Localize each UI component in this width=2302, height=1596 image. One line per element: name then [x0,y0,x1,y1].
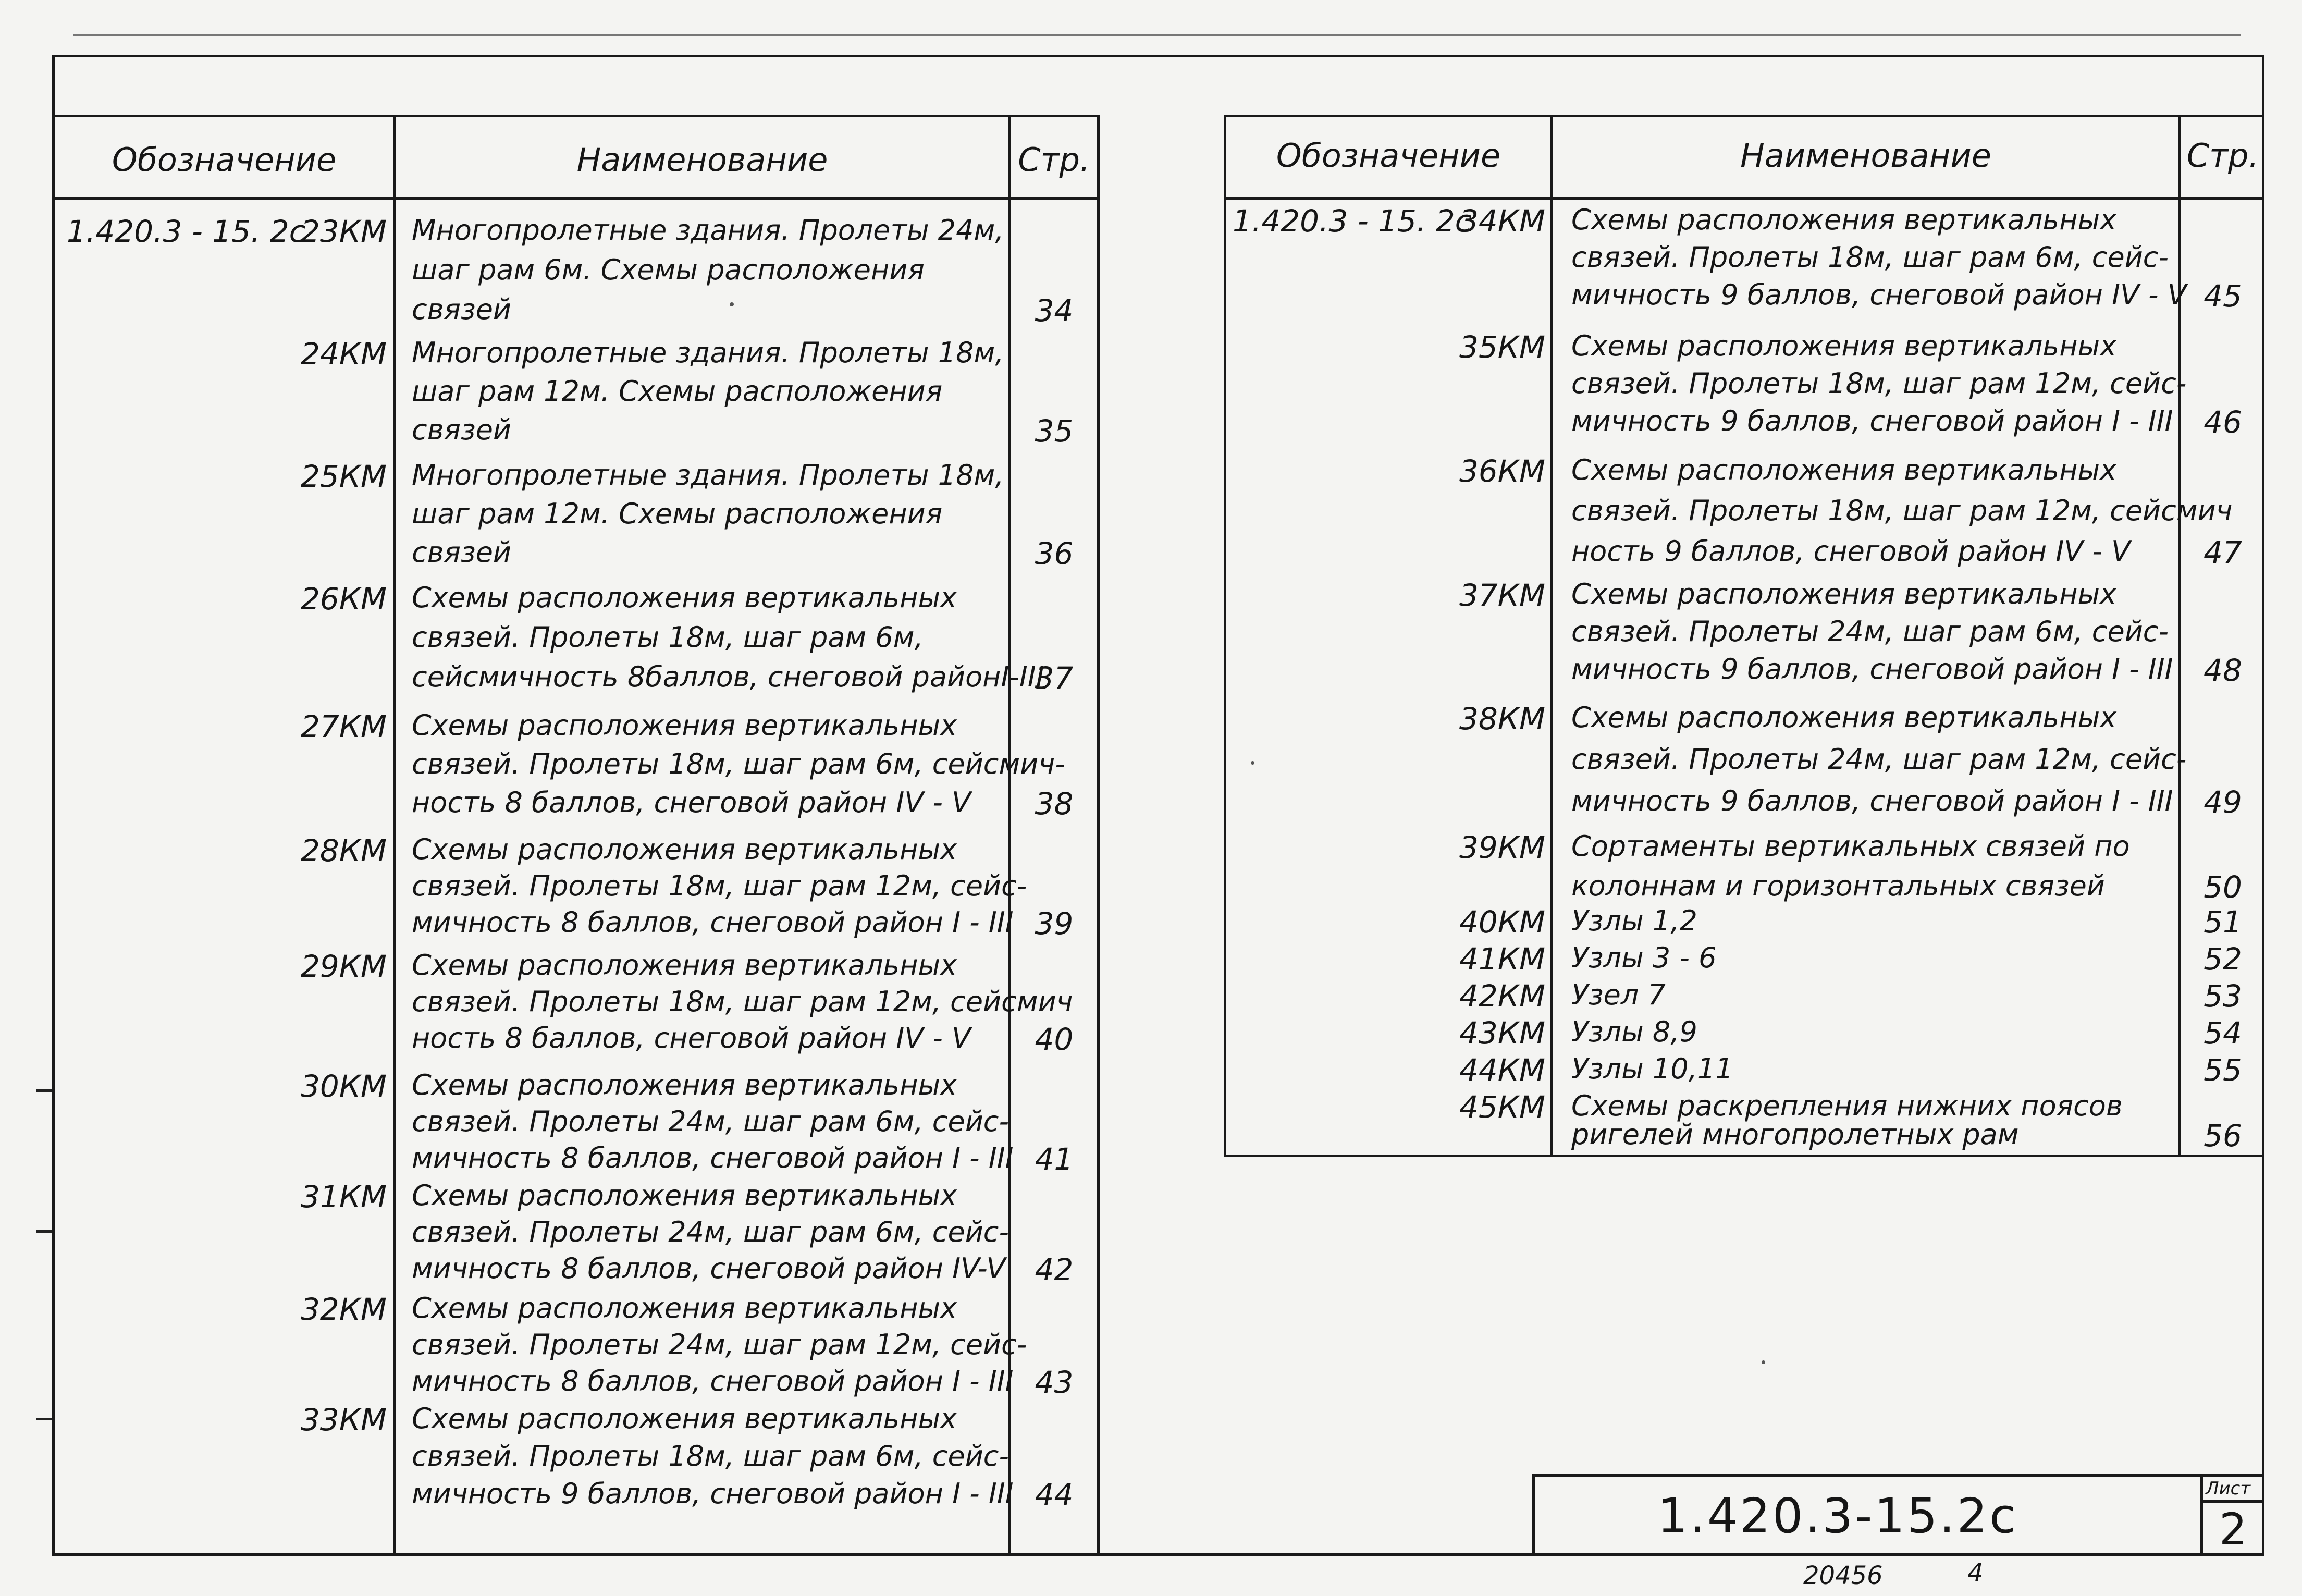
row-code: 37КМ [1459,578,1545,613]
row-page: 35 [1035,413,1074,449]
row-page: 42 [1035,1252,1074,1287]
row-name-line: Схемы раскрепления нижних поясов [1571,1089,2123,1122]
row-code: 38КМ [1459,701,1545,736]
row-name-line: сейсмичность 8баллов, снеговой районI-III [412,660,1044,693]
stamp-sheet-rule [2200,1500,2264,1503]
row-page: 46 [2203,404,2242,440]
scan-speck [1762,1360,1765,1364]
row-page: 38 [1035,786,1074,821]
binding-tick [36,1089,52,1092]
row-page: 45 [2203,278,2242,314]
row-name-line: Схемы расположения вертикальных [412,833,957,866]
scan-speck [730,302,734,306]
row-name-line: Узлы 3 - 6 [1571,941,1717,974]
row-name-line: связей. Пролеты 18м, шаг рам 6м, сейс- [1571,241,2169,274]
row-name-line: шаг рам 6м. Схемы расположения [412,253,925,286]
row-name-line: Многопролетные здания. Пролеты 18м, [412,459,1004,492]
row-page: 52 [2203,941,2242,977]
row-page: 36 [1035,536,1074,571]
left-table-top-rule [52,115,1100,117]
row-name-line: мичность 8 баллов, снеговой район IV-V [412,1252,1006,1285]
left-header-page: Стр. [1018,141,1090,179]
row-name-line: связей. Пролеты 24м, шаг рам 12м, сейс- [1571,743,2187,776]
row-page: 50 [2203,869,2242,905]
row-code: 43КМ [1459,1015,1545,1051]
row-name-line: Схемы расположения вертикальных [412,1179,957,1212]
row-name-line: связей. Пролеты 18м, шаг рам 6м, сейс- [412,1440,1009,1472]
row-name-line: Узел 7 [1571,978,1666,1011]
stamp-left-rule [1532,1474,1535,1556]
row-name-line: Узлы 1,2 [1571,904,1697,937]
row-name-line: мичность 8 баллов, снеговой район I - III [412,1141,1014,1174]
row-code: 31КМ [300,1179,387,1214]
right-table-designation-prefix: 1.420.3 - 15. 2с [1233,203,1472,239]
row-name-line: Схемы расположения вертикальных [412,1292,957,1324]
row-name-line: связей. Пролеты 18м, шаг рам 12м, сейсмич [1571,494,2233,527]
row-name-line: мичность 9 баллов, снеговой район I - III [1571,784,2173,817]
row-code: 26КМ [300,581,387,617]
right-header-page: Стр. [2186,137,2259,175]
row-page: 53 [2203,978,2242,1014]
left-table-designation-prefix: 1.420.3 - 15. 2с [67,214,306,249]
row-name-line: связей [412,413,512,446]
row-page: 48 [2203,653,2242,688]
row-code: 45КМ [1459,1089,1545,1125]
row-name-line: мичность 9 баллов, снеговой район I - III [1571,653,2173,685]
row-page: 56 [2203,1118,2242,1153]
row-name-line: мичность 9 баллов, снеговой район IV - V [1571,278,2187,311]
row-code: 39КМ [1459,830,1545,865]
row-name-line: Схемы расположения вертикальных [412,709,957,742]
right-table-header-rule [1224,197,2264,200]
row-page: 34 [1035,293,1074,328]
row-name-line: Узлы 8,9 [1571,1015,1697,1048]
left-header-designation: Обозначение [112,141,337,179]
row-page: 44 [1035,1477,1074,1513]
row-code: 30КМ [300,1069,387,1104]
row-page: 43 [1035,1365,1074,1400]
right-table-bottom-rule [1224,1155,2264,1157]
stamp-document-code: 1.420.3-15.2с [1657,1488,2018,1544]
row-name-line: связей. Пролеты 24м, шаг рам 12м, сейс- [412,1328,1027,1361]
row-name-line: связей. Пролеты 24м, шаг рам 6м, сейс- [1571,615,2169,648]
row-code: 27КМ [300,709,387,744]
right-header-designation: Обозначение [1276,137,1501,175]
binding-tick [36,1230,52,1233]
row-code: 25КМ [300,459,387,494]
row-code: 23КМ [300,214,387,249]
row-code: 40КМ [1459,904,1545,940]
row-name-line: мичность 9 баллов, снеговой район I - III [412,1477,1014,1510]
left-table-col-divider-1 [393,115,396,1556]
scan-speck [1251,761,1254,765]
row-page: 39 [1035,906,1074,941]
right-table-col-divider-1 [1550,115,1553,1157]
right-table-left-border [1224,115,1226,1157]
row-name-line: ность 9 баллов, снеговой район IV - V [1571,535,2131,568]
row-name-line: шаг рам 12м. Схемы расположения [412,375,943,408]
row-code: 34КМ [1459,203,1545,239]
row-page: 55 [2203,1052,2242,1088]
row-name-line: ность 8 баллов, снеговой район IV - V [412,1022,971,1054]
row-name-line: мичность 8 баллов, снеговой район I - III [412,906,1014,939]
row-name-line: связей. Пролеты 18м, шаг рам 6м, [412,621,924,654]
row-name-line: связей. Пролеты 18м, шаг рам 12м, сейсмич [412,985,1073,1018]
row-name-line: связей. Пролеты 18м, шаг рам 6м, сейсмич- [412,747,1065,780]
row-name-line: Многопролетные здания. Пролеты 18м, [412,336,1004,369]
row-name-line: связей [412,293,512,326]
row-code: 28КМ [300,833,387,868]
archive-number: 20456 [1803,1561,1883,1590]
row-page: 51 [2203,904,2242,940]
row-name-line: связей. Пролеты 24м, шаг рам 6м, сейс- [412,1105,1009,1138]
left-table-header-rule [52,197,1100,200]
row-name-line: ригелей многопролетных рам [1571,1118,2019,1151]
row-name-line: связей. Пролеты 18м, шаг рам 12м, сейс- [412,869,1027,902]
row-page: 54 [2203,1015,2242,1051]
row-code: 41КМ [1459,941,1545,977]
stamp-top-rule [1532,1474,2264,1477]
stamp-sheet-label: Лист [2206,1478,2251,1499]
bottom-rule [52,1553,2264,1556]
row-name-line: ность 8 баллов, снеговой район IV - V [412,786,971,819]
top-scan-edge [73,34,2241,36]
row-name-line: связей. Пролеты 18м, шаг рам 12м, сейс- [1571,367,2187,400]
row-name-line: мичность 9 баллов, снеговой район I - III [1571,404,2173,437]
left-table-right-border [1097,115,1100,1556]
row-name-line: Узлы 10,11 [1571,1052,1733,1085]
row-name-line: Сортаменты вертикальных связей по [1571,830,2130,863]
row-name-line: Многопролетные здания. Пролеты 24м, [412,214,1004,247]
stamp-sheet-divider [2200,1474,2203,1556]
row-name-line: Схемы расположения вертикальных [412,949,957,981]
row-code: 29КМ [300,949,387,984]
row-page: 40 [1035,1022,1074,1057]
row-page: 37 [1035,660,1074,696]
left-header-name: Наименование [576,141,828,179]
right-header-name: Наименование [1740,137,1991,175]
row-name-line: Схемы расположения вертикальных [1571,578,2117,610]
row-code: 36КМ [1459,453,1545,489]
row-page: 41 [1035,1141,1074,1177]
row-code: 35КМ [1459,329,1545,365]
row-name-line: связей. Пролеты 24м, шаг рам 6м, сейс- [412,1216,1009,1248]
archive-extra-mark: 4 [1967,1558,1984,1588]
binding-tick [36,1418,52,1420]
row-name-line: Схемы расположения вертикальных [1571,203,2117,236]
row-name-line: шаг рам 12м. Схемы расположения [412,497,943,530]
row-code: 32КМ [300,1292,387,1327]
row-name-line: Схемы расположения вертикальных [412,1069,957,1101]
row-code: 42КМ [1459,978,1545,1014]
row-name-line: Схемы расположения вертикальных [1571,329,2117,362]
row-name-line: связей [412,536,512,569]
row-name-line: Схемы расположения вертикальных [1571,701,2117,734]
row-name-line: колоннам и горизонтальных связей [1571,869,2105,902]
row-name-line: Схемы расположения вертикальных [1571,453,2117,486]
row-code: 24КМ [300,336,387,372]
right-table-top-rule [1224,115,2264,117]
row-page: 49 [2203,784,2242,820]
row-code: 33КМ [300,1402,387,1438]
row-page: 47 [2203,535,2242,570]
row-name-line: мичность 8 баллов, снеговой район I - III [412,1365,1014,1397]
stamp-sheet-number: 2 [2219,1504,2247,1555]
row-name-line: Схемы расположения вертикальных [412,1402,957,1435]
row-name-line: Схемы расположения вертикальных [412,581,957,614]
row-code: 44КМ [1459,1052,1545,1088]
